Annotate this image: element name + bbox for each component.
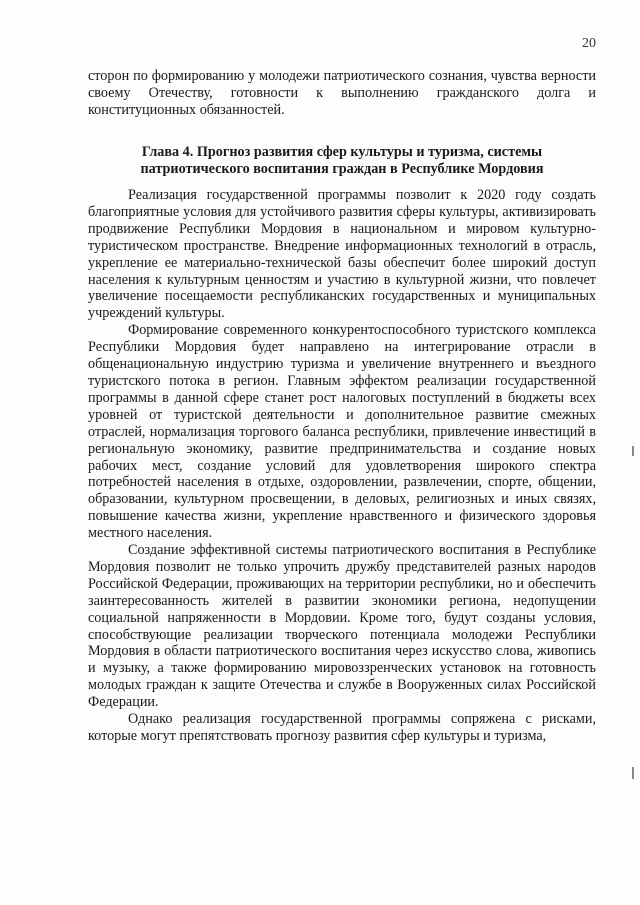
paragraph-patriotic-education: Создание эффективной системы патриотического воспитания в Республике Мордовия позволит не только упрочить дружбу представителей разных народов Российской Федерации, проживающих на территории республики, но и обеспечить заинтересованность жителей в развитии экономики региона, недопущении социальной напряженности в Мордовии. Кроме того, будут созданы условия, способствующие реализации творческого потенциала молодежи Республики Мордовия в области патриотического воспитания через искусство слова, живопись и музыку, а также формированию мировоззренческих установок на готовность молодых граждан к защите Отечества и службе в Вооруженных силах Российской Федерации. <box>88 542 596 711</box>
page-number: 20 <box>582 36 596 51</box>
chapter-body <box>88 187 596 745</box>
intro-paragraph: сторон по формированию у молодежи патриотического сознания, чувства верности своему Отечеству, готовности к выполнению гражданского долга и конституционных обязанностей. <box>88 68 596 118</box>
paragraph-risks: Однако реализация государственной программы сопряжена с рисками, которые могут препятствовать прогнозу развития сфер культуры и туризма, <box>88 711 596 744</box>
chapter-title-line-2: патриотического воспитания граждан в Республике Мордовия <box>140 161 544 177</box>
scan-edge-mark <box>632 767 634 779</box>
chapter-title-line-1: Глава 4. Прогноз развития сфер культуры и туризма, системы <box>141 144 543 160</box>
chapter-title <box>88 144 596 178</box>
paragraph-culture: Реализация государственной программы позволит к 2020 году создать благоприятные условия для устойчивого развития сферы культуры, активизировать продвижение Республики Мордовия в национальном и мировом культурно-туристическом пространстве. Внедрение информационных технологий в отрасль, укрепление ее материально-технической базы обеспечит более широкий доступ населения к культурным ценностям и участию в культурной жизни, что повлечет увеличение посещаемости республиканских государственных и муниципальных учреждений культуры. <box>88 187 596 322</box>
paragraph-tourism: Формирование современного конкурентоспособного туристского комплекса Республики Мордовия будет направлено на интегрирование отрасли в общенациональную индустрию туризма и увеличение внутреннего и въездного туристского потока в регион. Главным эффектом реализации государственной программы в данной сфере станет рост налоговых поступлений в бюджеты всех уровней от туристской деятельности и дополнительное развитие смежных отраслей, нормализация торгового баланса республики, привлечение инвестиций в региональную экономику, развитие предпринимательства и создание новых рабочих мест, создание условий для удовлетворения широкого спектра потребностей населения в отдыхе, оздоровлении, развлечении, спорте, общении, образовании, культурном просвещении, в деловых, религиозных и иных связях, повышение качества жизни, укрепление нравственного и физического здоровья местного населения. <box>88 322 596 542</box>
scan-edge-mark <box>632 446 634 456</box>
